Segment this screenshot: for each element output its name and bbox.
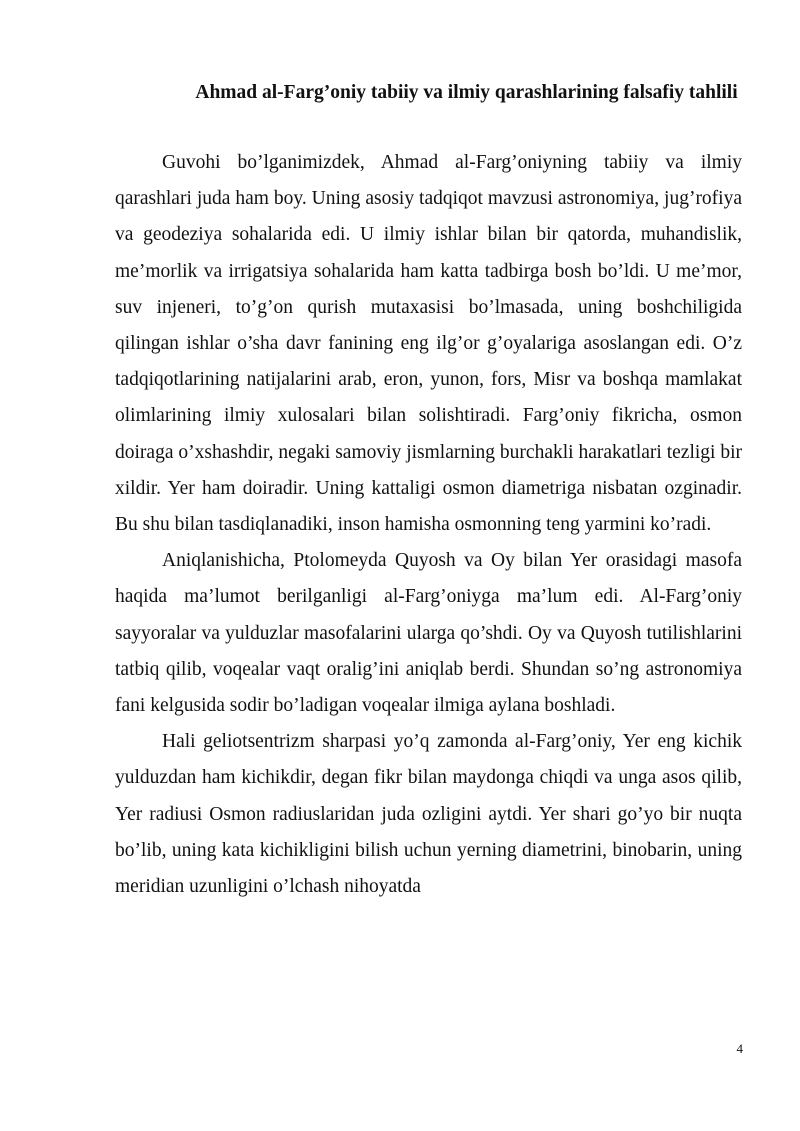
paragraph: Aniqlanishicha, Ptolomeyda Quyosh va Oy bilan Yer orasidagi masofa haqida ma’lumot berilganligi al-Farg’oniyga ma’lum edi. Al-Farg’oniy sayyoralar va yulduzlar masofalarini ularga qo’shdi. Oy va Quyosh tutilishlarini tatbiq qilib, voqealar vaqt oralig’ini aniqlab berdi. Shundan so’ng astronomiya fani kelgusida sodir bo’ladigan voqealar ilmiga aylana boshladi. xyxy=(115,550,742,717)
page-number: 4 xyxy=(736,1041,743,1056)
paragraph: Hali geliotsentrizm sharpasi yo’q zamonda al-Farg’oniy, Yer eng kichik yulduzdan ham kichikdir, degan fikr bilan maydonga chiqdi va unga asos qilib, Yer radiusi Osmon radiuslaridan juda ozligini aytdi. Yer shari go’yo bir nuqta bo’lib, uning kata kichikligini bilish uchun yerning diametrini, binobarin, uning meridian uzunligini o’lchash nihoyatda xyxy=(115,731,742,898)
body-text xyxy=(115,145,742,905)
page-title: Ahmad al-Farg’oniy tabiiy va ilmiy qarashlarining falsafiy tahlili xyxy=(195,82,738,103)
paragraph: Guvohi bo’lganimizdek, Ahmad al-Farg’oniyning tabiiy va ilmiy qarashlari juda ham boy. Uning asosiy tadqiqot mavzusi astronomiya, jug’rofiya va geodeziya sohalarida edi. U ilmiy ishlar bilan bir qatorda, muhandislik, me’morlik va irrigatsiya sohalarida ham katta tadbirga bosh bo’ldi. U me’mor, suv injeneri, to’g’on qurish mutaxasisi bo’lmasada, uning boshchiligida qilingan ishlar o’sha davr fanining eng ilg’or g’oyalariga asoslangan edi. O’z tadqiqotlarining natijalarini arab, eron, yunon, fors, Misr va boshqa mamlakat olimlarining ilmiy xulosalari bilan solishtiradi. Farg’oniy fikricha, osmon doiraga o’xshashdir, negaki samoviy jismlarning burchakli harakatlari tezligi bir xildir. Yer ham doiradir. Uning kattaligi osmon diametriga nisbatan ozginadir. Bu shu bilan tasdiqlanadiki, inson hamisha osmonning teng yarmini ko’radi. xyxy=(115,152,742,536)
